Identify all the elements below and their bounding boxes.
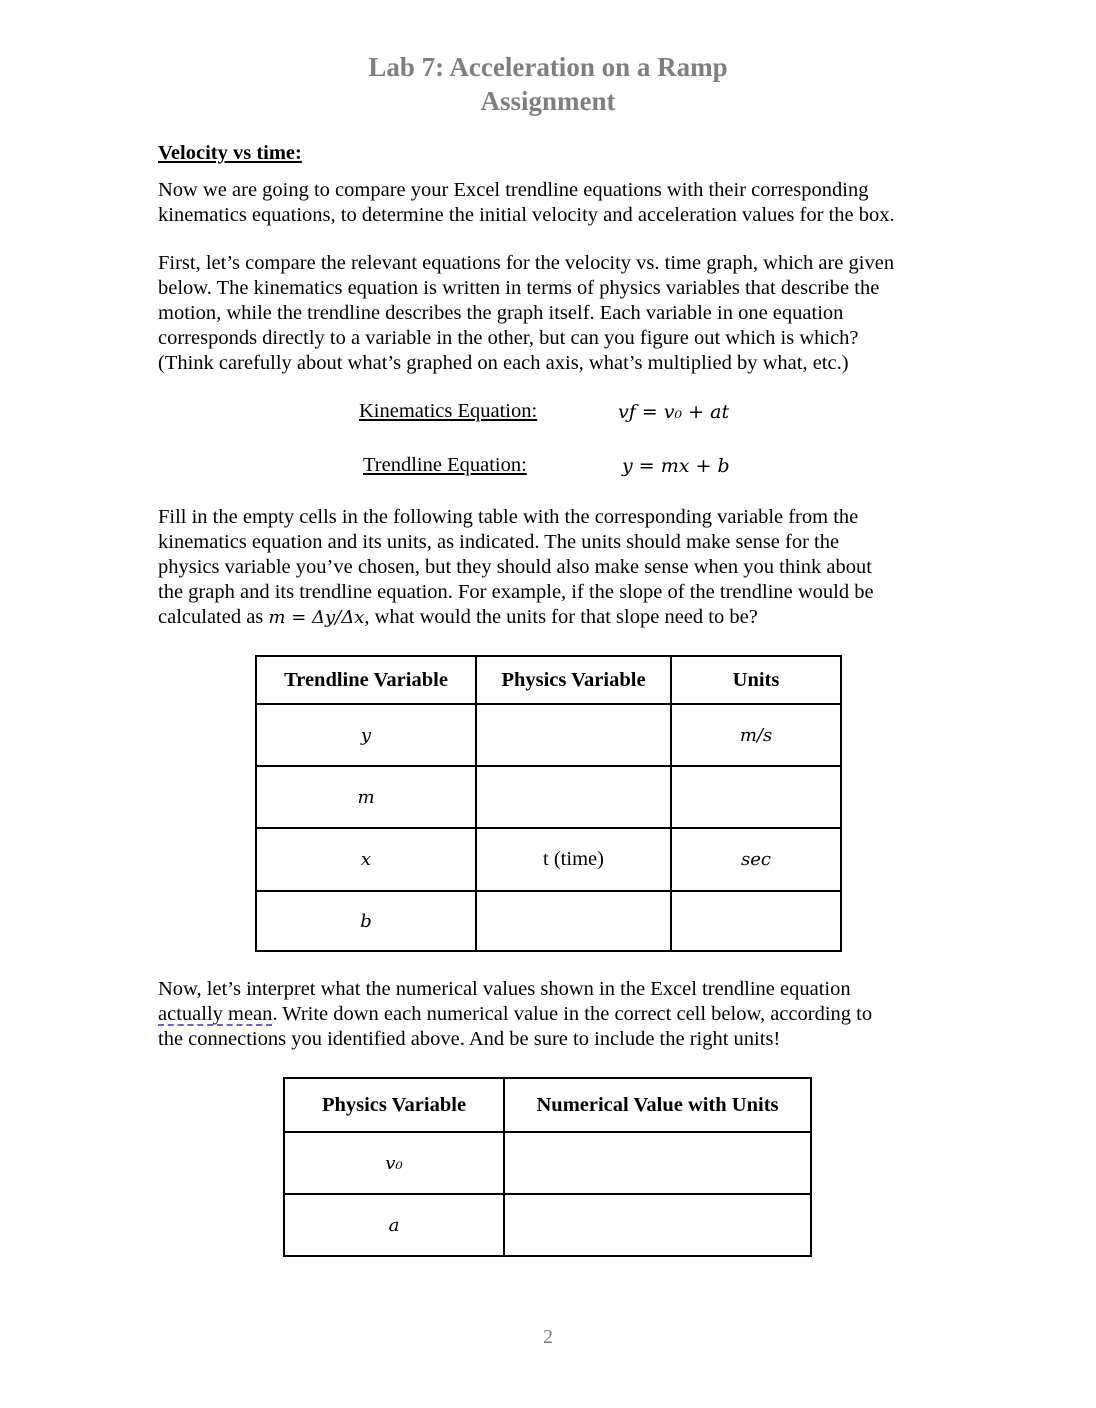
header-physics-variable: Physics Variable [284, 1078, 504, 1132]
kinematics-equation: vƒ = v₀ + at [618, 401, 730, 423]
physics-variable-cell[interactable] [476, 704, 671, 766]
text-line: kinematics equations, to determine the initial velocity and acceleration values for the box. [158, 204, 895, 226]
text-line: Now, let’s interpret what the numerical values shown in the Excel trendline equation [158, 978, 851, 1000]
trendline-equation-label: Trendline Equation: [363, 454, 527, 476]
slope-formula: m = Δy/Δx [268, 607, 365, 628]
table-header-row [284, 1078, 811, 1132]
table-row [256, 766, 841, 828]
document-title-line1: Lab 7: Acceleration on a Ramp [368, 52, 728, 82]
trendline-variable-cell: x [256, 828, 476, 891]
text-line: Now we are going to compare your Excel trendline equations with their corresponding [158, 179, 869, 201]
table-row [256, 704, 841, 766]
units-cell[interactable]: m/s [671, 704, 841, 766]
trendline-variable-cell: b [256, 891, 476, 951]
variables-table [255, 655, 842, 952]
section-heading: Velocity vs time: [158, 142, 302, 164]
header-numerical-value: Numerical Value with Units [504, 1078, 811, 1132]
units-cell[interactable]: sec [671, 828, 841, 891]
header-physics-variable: Physics Variable [476, 656, 671, 704]
numerical-value-cell[interactable] [504, 1132, 811, 1194]
table-row [256, 891, 841, 951]
paragraph-interpret [158, 977, 958, 1052]
table-row [256, 828, 841, 891]
text-fragment: . Write down each numerical value in the correct cell below, according to [272, 1003, 873, 1025]
table-row [284, 1194, 811, 1256]
text-line: Fill in the empty cells in the following table with the corresponding variable from the [158, 506, 859, 528]
trendline-equation: y = mx + b [622, 455, 730, 477]
table-header-row [256, 656, 841, 704]
physics-variable-cell[interactable] [476, 891, 671, 951]
page-number: 2 [543, 1326, 553, 1348]
paragraph-instructions [158, 505, 958, 630]
paragraph-intro [158, 178, 958, 228]
units-cell[interactable] [671, 766, 841, 828]
text-line: below. The kinematics equation is written in terms of physics variables that describe the [158, 277, 880, 299]
header-units: Units [671, 656, 841, 704]
text-line [158, 605, 958, 630]
physics-variable-cell[interactable]: t (time) [476, 828, 671, 891]
text-line: physics variable you’ve chosen, but they should also make sense when you think about [158, 556, 872, 578]
text-line: First, let’s compare the relevant equations for the velocity vs. time graph, which are given [158, 252, 895, 274]
text-line: motion, while the trendline describes the graph itself. Each variable in one equation [158, 302, 844, 324]
paragraph-compare [158, 251, 958, 376]
text-line: (Think carefully about what’s graphed on each axis, what’s multiplied by what, etc.) [158, 352, 849, 374]
physics-variable-cell: v₀ [284, 1132, 504, 1194]
numerical-value-cell[interactable] [504, 1194, 811, 1256]
trendline-variable-cell: m [256, 766, 476, 828]
kinematics-equation-label: Kinematics Equation: [359, 400, 538, 422]
trendline-variable-cell: y [256, 704, 476, 766]
header-trendline-variable: Trendline Variable [256, 656, 476, 704]
text-line: the graph and its trendline equation. For example, if the slope of the trendline would be [158, 581, 874, 603]
units-cell[interactable] [671, 891, 841, 951]
text-fragment: , what would the units for that slope need to be? [364, 606, 758, 628]
physics-variable-cell: a [284, 1194, 504, 1256]
text-line [158, 1002, 958, 1027]
text-line: the connections you identified above. And be sure to include the right units! [158, 1028, 781, 1050]
values-table [283, 1077, 812, 1257]
grammar-flagged-text[interactable]: actually mean [158, 1003, 273, 1025]
text-line: kinematics equation and its units, as indicated. The units should make sense for the [158, 531, 840, 553]
document-title-line2: Assignment [480, 86, 616, 116]
text-fragment: calculated as [158, 606, 269, 628]
physics-variable-cell[interactable] [476, 766, 671, 828]
table-row [284, 1132, 811, 1194]
text-line: corresponds directly to a variable in the other, but can you figure out which is which? [158, 327, 859, 349]
